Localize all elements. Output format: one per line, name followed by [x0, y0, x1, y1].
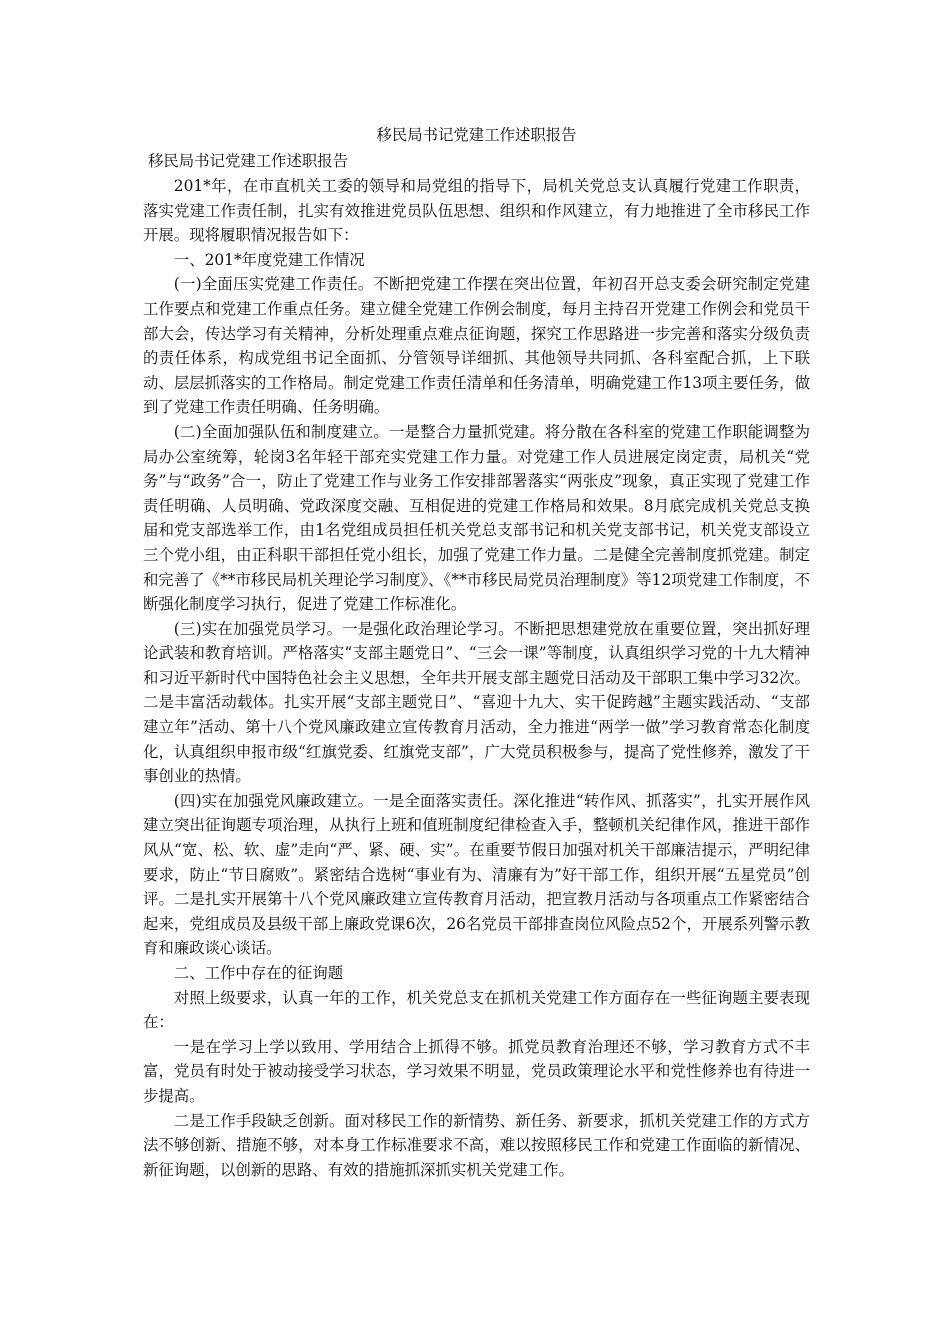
intro-paragraph: 201*年，在市直机关工委的领导和局党组的指导下，局机关党总支认真履行党建工作职责，落实党建工作责任制，扎实有效推进党员队伍思想、组织和作风建立，有力地推进了全市移民工作开展。现将履职情况报告如下： [143, 177, 810, 245]
section-heading-2: 二、工作中存在的征询题 [173, 964, 344, 982]
section1-paragraph-1: (一)全面压实党建工作责任。不断把党建工作摆在突出位置，年初召开总支委会研究制定党建工作要点和党建工作重点任务。建立健全党建工作例会制度，每月主持召开党建工作例会和党员干部大会，传达学习有关精神，分析处理重点难点征询题，探究工作思路进一步完善和落实分级负责的责任体系，构成党组书记全面抓、分管领导详细抓、其他领导共同抓、各科室配合抓，上下联动、层层抓落实的工作格局。制定党建工作责任清单和任务清单，明确党建工作13项主要任务，做到了党建工作责任明确、任务明确。 [143, 275, 810, 417]
section2-paragraph-2: 一是在学习上学以致用、学用结合上抓得不够。抓党员教育治理还不够，学习教育方式不丰富，党员有时处于被动接受学习状态，学习效果不明显，党员政策理论水平和党性修养也有待进一步提高。 [143, 1037, 810, 1105]
section-heading-1: 一、201*年度党建工作情况 [173, 250, 365, 269]
section1-paragraph-4: (四)实在加强党风廉政建立。一是全面落实责任。深化推进“转作风、抓落实”，扎实开展作风建立突出征询题专项治理，从执行上班和值班制度纪律检查入手，整顿机关纪律作风，推进干部作风从“宽、松、软、虚”走向“严、紧、硬、实”。在重要节假日加强对机关干部廉洁提示，严明纪律要求，防止“节日腐败”。紧密结合选树“事业有为、清廉有为”好干部工作，组织开展“五星党员”创评。二是扎实开展第十八个党风廉政建立宣传教育月活动，把宣教月活动与各项重点工作紧密结合起来，党组成员及县级干部上廉政党课6次，26名党员干部排查岗位风险点52个，开展系列警示教育和廉政谈心谈话。 [143, 791, 810, 958]
section1-paragraph-3: (三)实在加强党员学习。一是强化政治理论学习。不断把思想建党放在重要位置，突出抓好理论武装和教育培训。严格落实“支部主题党日”、“三会一课”等制度，认真组织学习党的十九大精神和习近平新时代中国特色社会主义思想，全年共开展支部主题党日活动及干部职工集中学习32次。二是丰富活动载体。扎实开展“支部主题党日”、“喜迎十九大、实干促跨越”主题实践活动、“支部建立年”活动、第十八个党风廉政建立宣传教育月活动，全力推进“两学一做”学习教育常态化制度化，认真组织申报市级“红旗党委、红旗党支部”，广大党员积极参与，提高了党性修养，激发了干事创业的热情。 [143, 619, 810, 786]
section2-paragraph-1: 对照上级要求，认真一年的工作，机关党总支在抓机关党建工作方面存在一些征询题主要表现在： [143, 988, 810, 1032]
document-body [143, 122, 810, 1182]
document-title: 移民局书记党建工作述职报告 [376, 126, 577, 144]
section1-paragraph-2: (二)全面加强队伍和制度建立。一是整合力量抓党建。将分散在各科室的党建工作职能调整为局办公室统筹，轮岗3名年轻干部充实党建工作力量。对党建工作人员进展定岗定责，局机关“党务”与“政务”合一，防止了党建工作与业务工作安排部署落实“两张皮”现象，真正实现了党建工作责任明确、人员明确、党政深度交融、互相促进的党建工作格局和效果。8月底完成机关党总支换届和党支部选举工作，由1名党组成员担任机关党总支部书记和机关党支部书记，机关党支部设立三个党小组，由正科职干部担任党小组长，加强了党建工作力量。二是健全完善制度抓党建。制定和完善了《**市移民局机关理论学习制度》、《**市移民局党员治理制度》等12项党建工作制度，不断强化制度学习执行，促进了党建工作标准化。 [143, 422, 810, 614]
section2-paragraph-3: 二是工作手段缺乏创新。面对移民工作的新情势、新任务、新要求，抓机关党建工作的方式方法不够创新、措施不够，对本身工作标准要求不高，难以按照移民工作和党建工作面临的新情况、新征询题，以创新的思路、有效的措施抓深抓实机关党建工作。 [143, 1111, 810, 1179]
document-subtitle: 移民局书记党建工作述职报告 [148, 152, 349, 170]
